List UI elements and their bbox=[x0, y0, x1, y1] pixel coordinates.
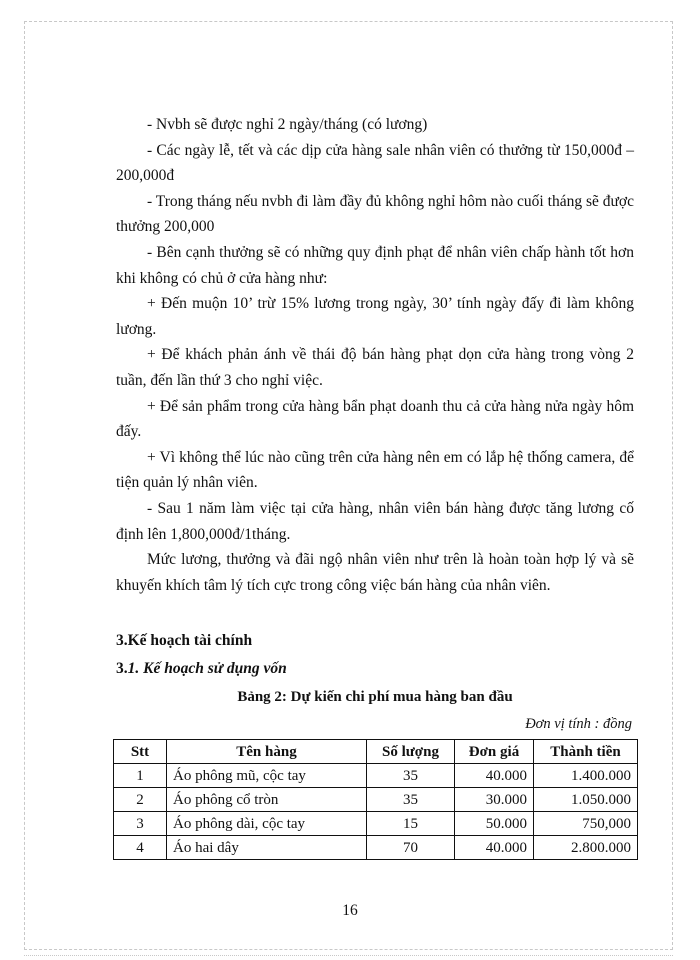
cell-total: 1.050.000 bbox=[534, 788, 638, 812]
paragraph: - Sau 1 năm làm việc tại cửa hàng, nhân viên bán hàng được tăng lương cố định lên 1,800,000đ/1tháng. bbox=[116, 499, 634, 543]
header-name: Tên hàng bbox=[167, 740, 367, 764]
cell-name: Áo phông dài, cộc tay bbox=[167, 812, 367, 836]
paragraph: - Trong tháng nếu nvbh đi làm đầy đủ không nghỉ hôm nào cuối tháng sẽ được thưởng 200,000 bbox=[116, 192, 634, 236]
unit-note: Đơn vị tính : đồng bbox=[525, 716, 632, 732]
cost-table bbox=[113, 739, 638, 860]
paragraph: + Đến muộn 10’ trừ 15% lương trong ngày, 30’ tính ngày đấy đi làm không lương. bbox=[116, 295, 634, 338]
page-number: 16 bbox=[342, 902, 358, 919]
paragraph: - Bên cạnh thưởng sẽ có những quy định phạt để nhân viên chấp hành tốt hơn khi không có chủ ở cửa hàng như: bbox=[116, 243, 634, 287]
cell-qty: 35 bbox=[367, 788, 455, 812]
paragraph: Mức lương, thưởng và đãi ngộ nhân viên như trên là hoàn toàn hợp lý và sẽ khuyến khích tâm lý tích cực trong công việc bán hàng của nhân viên. bbox=[116, 551, 634, 594]
page-bottom-rule bbox=[24, 955, 673, 956]
cell-price: 40.000 bbox=[455, 764, 534, 788]
subsection-heading bbox=[116, 660, 287, 678]
cell-stt: 4 bbox=[114, 836, 167, 860]
cell-name: Áo phông mũ, cộc tay bbox=[167, 764, 367, 788]
header-total: Thành tiền bbox=[534, 740, 638, 764]
header-price: Đơn giá bbox=[455, 740, 534, 764]
paragraph: + Để sản phẩm trong cửa hàng bẩn phạt doanh thu cả cửa hàng nửa ngày hôm đấy. bbox=[116, 397, 634, 441]
table-row bbox=[114, 788, 638, 812]
paragraph: + Vì không thể lúc nào cũng trên cửa hàng nên em có lắp hệ thống camera, để tiện quản lý nhân viên. bbox=[116, 448, 634, 492]
cell-price: 40.000 bbox=[455, 836, 534, 860]
cell-name: Áo hai dây bbox=[167, 836, 367, 860]
cell-qty: 70 bbox=[367, 836, 455, 860]
cell-qty: 15 bbox=[367, 812, 455, 836]
table-caption: Bảng 2: Dự kiến chi phí mua hàng ban đầu bbox=[237, 689, 513, 705]
subsection-number: 3. bbox=[116, 660, 128, 677]
cell-stt: 2 bbox=[114, 788, 167, 812]
cell-total: 1.400.000 bbox=[534, 764, 638, 788]
header-stt: Stt bbox=[114, 740, 167, 764]
cell-name: Áo phông cổ tròn bbox=[167, 788, 367, 812]
body-text bbox=[116, 112, 634, 598]
section-heading: 3.Kế hoạch tài chính bbox=[116, 632, 253, 649]
cell-stt: 3 bbox=[114, 812, 167, 836]
header-qty: Số lượng bbox=[367, 740, 455, 764]
subsection-title: 1. Kế hoạch sử dụng vốn bbox=[127, 660, 287, 677]
cell-qty: 35 bbox=[367, 764, 455, 788]
table-header-row bbox=[114, 740, 638, 764]
table-row bbox=[114, 764, 638, 788]
cell-stt: 1 bbox=[114, 764, 167, 788]
table-row bbox=[114, 812, 638, 836]
paragraph: + Để khách phản ánh về thái độ bán hàng phạt dọn cửa hàng trong vòng 2 tuần, đến lần thứ 3 cho nghỉ việc. bbox=[116, 346, 634, 389]
cell-total: 750,000 bbox=[534, 812, 638, 836]
cell-price: 30.000 bbox=[455, 788, 534, 812]
paragraph: - Nvbh sẽ được nghỉ 2 ngày/tháng (có lương) bbox=[147, 116, 428, 133]
cell-price: 50.000 bbox=[455, 812, 534, 836]
table-row bbox=[114, 836, 638, 860]
paragraph: - Các ngày lễ, tết và các dịp cửa hàng sale nhân viên có thưởng từ 150,000đ – 200,000đ bbox=[116, 141, 634, 185]
cell-total: 2.800.000 bbox=[534, 836, 638, 860]
